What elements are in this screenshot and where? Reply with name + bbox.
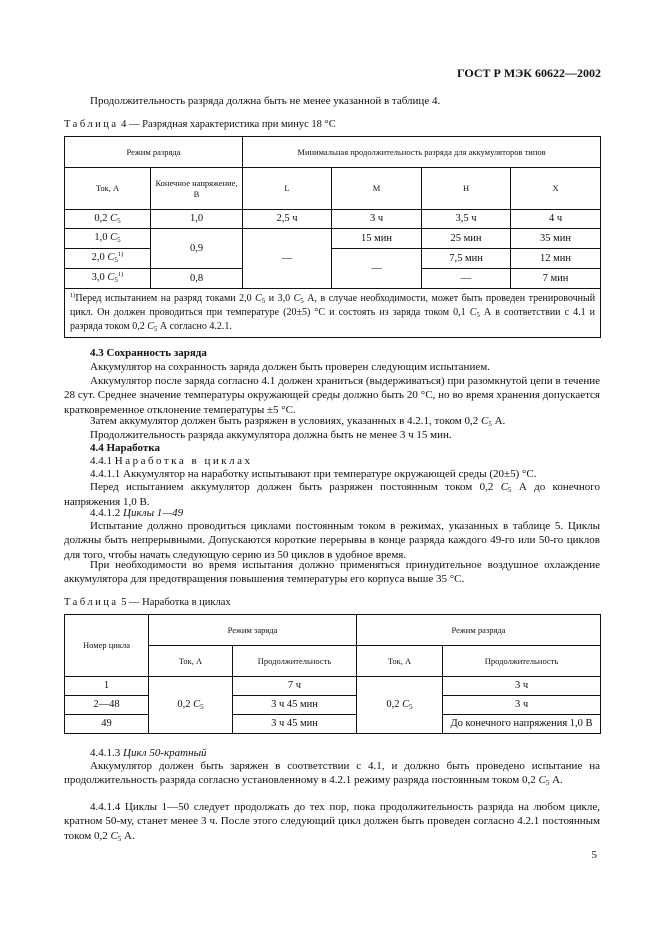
section-4-4-title: 4.4 Наработка — [90, 442, 160, 454]
t4-r1-l: 2,5 ч — [243, 210, 332, 229]
table5-caption — [64, 596, 231, 610]
t5-r3-charge-duration: 3 ч 45 мин — [233, 715, 357, 734]
section-4-3-p4: Продолжительность разряда аккумулятора должна быть не менее 3 ч 15 мин. — [90, 429, 452, 441]
section-4-4-1-1-pre: Перед испытанием аккумулятор должен быть разряжен постоянным током 0,2 $C_5$ А до конечного напряжения 1,0 В. — [64, 481, 600, 509]
t5-charge-current: 0,2 $C_5$ — [149, 677, 233, 734]
t5-header-charge-mode: Режим заряда — [149, 615, 357, 646]
t4-header-type-h: H — [422, 168, 511, 210]
t4-r1-x: 4 ч — [511, 210, 601, 229]
section-4-4-1-4-text: 4.4.1.4 Циклы 1—50 следует продолжать до тех пор, пока продолжительность разряда на любом цикле, кратном 50-му, станет менее 3 ч. После этого следующий цикл должен быть проведен согласно 4.2.1 постоянным током 0,2 $C_5$ А. — [64, 801, 600, 843]
t4-r4-x: 7 мин — [511, 269, 601, 289]
t5-r1-cycle: 1 — [65, 677, 149, 696]
t4-header-current: Ток, А — [65, 168, 151, 210]
t5-r1-charge-duration: 7 ч — [233, 677, 357, 696]
section-4-4-1-2-p1: Испытание должно проводиться циклами постоянным током в режимах, указанных в таблице 5. Циклы должны быть непрерывными. Допускаются короткие перерывы в конце разряда каждого 49-го или 50-го циклов для того, чтобы начать следующую серию из 50 циклов в удобное время. — [64, 520, 600, 561]
section-4-4-1-title: 4.4.1 Наработка в циклах — [90, 455, 253, 467]
table4-caption-text: 4 — Разрядная характеристика при минус 18 °С — [118, 119, 336, 130]
t4-l-dash: — — [243, 229, 332, 289]
section-4-4-1-2-p2: При необходимости во время испытания должно применяться принудительное воздушное охлаждение аккумулятора для предотвращения повышения температуры его корпуса выше 35 °С. — [64, 559, 600, 586]
table4-caption-label: Таблица — [64, 119, 119, 130]
t4-r4-current: 3,0 $C_5^{1)}$ — [65, 269, 151, 289]
t5-r1-discharge-duration: 3 ч — [443, 677, 601, 696]
t5-header-cycle-number: Номер цикла — [65, 615, 149, 677]
t4-footnote: $^{1)}$Перед испытанием на разряд токами 2,0 $C_5$ и 3,0 $C_5$ А, в случае необходимости, может быть проведен тренировочный цикл. Он должен проводиться при температуре (20±5) °С и состоять из заряда током 0,1 $C_5$ А в соответствии с 4.1 и разряда током 0,2 $C_5$ А согласно 4.2.1. — [65, 289, 601, 338]
t4-r2-h: 25 мин — [422, 229, 511, 249]
section-4-4-1-2-title: 4.4.1.2 Циклы 1—49 — [90, 507, 184, 519]
t4-r3-x: 12 мин — [511, 249, 601, 269]
t4-r3-current: 2,0 $C_5^{1)}$ — [65, 249, 151, 269]
table4-caption — [64, 118, 336, 132]
t5-header-charge-duration: Продолжительность — [233, 646, 357, 677]
t5-header-discharge-mode: Режим разряда — [357, 615, 601, 646]
section-4-3-p2: Аккумулятор после заряда согласно 4.1 должен храниться (выдерживаться) при разомкнутой цепи в течение 28 сут. Среднее значение температуры окружающей среды должно быть 20 °С, но во время хранения допускается кратковременное отклонение температуры ±5 °С. — [64, 375, 600, 416]
table5-caption-label: Таблица — [64, 597, 119, 608]
t4-r2-x: 35 мин — [511, 229, 601, 249]
document-header: ГОСТ Р МЭК 60622—2002 — [457, 66, 601, 80]
t5-header-charge-current: Ток, А — [149, 646, 233, 677]
t4-r4-h: — — [422, 269, 511, 289]
t4-r1-m: 3 ч — [332, 210, 422, 229]
section-4-4-1-3-title: 4.4.1.3 Цикл 50-кратный — [90, 747, 207, 759]
section-4-3-p3: Затем аккумулятор должен быть разряжен в условиях, указанных в 4.2.1, током 0,2 $C_5$ А. — [90, 415, 506, 428]
t5-r3-cycle: 49 — [65, 715, 149, 734]
t4-header-mode: Режим разряда — [65, 137, 243, 168]
t5-r2-discharge-duration: 3 ч — [443, 696, 601, 715]
t5-r2-charge-duration: 3 ч 45 мин — [233, 696, 357, 715]
t4-r1-voltage: 1,0 — [151, 210, 243, 229]
t4-header-voltage: Конечное напряжение, В — [151, 168, 243, 210]
t4-header-type-l: L — [243, 168, 332, 210]
t4-voltage-09: 0,9 — [151, 229, 243, 269]
t5-discharge-current: 0,2 $C_5$ — [357, 677, 443, 734]
t4-r1-current: 0,2 $C_5$ — [65, 210, 151, 229]
table5-caption-text: 5 — Наработка в циклах — [118, 597, 231, 608]
t5-r2-cycle: 2—48 — [65, 696, 149, 715]
t5-header-discharge-current: Ток, А — [357, 646, 443, 677]
section-4-4-1-3-text: Аккумулятор должен быть заряжен в соответствии с 4.1, и должно быть проведено испытание на продолжительность разряда согласно установленному в 4.2.1 режиму разряда постоянным током 0,2 $C_5$ А. — [64, 760, 600, 788]
t4-header-type-x: X — [511, 168, 601, 210]
section-4-3-p1: Аккумулятор на сохранность заряда должен быть проверен следующим испытанием. — [90, 361, 490, 373]
section-4-4-1-1: 4.4.1.1 Аккумулятор на наработку испытывают при температуре окружающей среды (20±5) °С. — [90, 468, 537, 480]
t4-header-type-m: M — [332, 168, 422, 210]
t5-r3-discharge-duration: До конечного напряжения 1,0 В — [443, 715, 601, 734]
t4-r3-h: 7,5 мин — [422, 249, 511, 269]
intro-paragraph: Продолжительность разряда должна быть не менее указанной в таблице 4. — [90, 95, 441, 107]
t4-r2-m: 15 мин — [332, 229, 422, 249]
section-4-3-title: 4.3 Сохранность заряда — [90, 347, 207, 359]
t4-voltage-08: 0,8 — [151, 269, 243, 289]
table-5 — [64, 614, 601, 734]
t4-header-min-duration: Минимальная продолжительность разряда для аккумуляторов типов — [243, 137, 601, 168]
t5-header-discharge-duration: Продолжительность — [443, 646, 601, 677]
t4-r2-current: 1,0 $C_5$ — [65, 229, 151, 249]
t4-m-dash: — — [332, 249, 422, 289]
table-4 — [64, 136, 601, 338]
page-number: 5 — [591, 849, 597, 861]
t4-r1-h: 3,5 ч — [422, 210, 511, 229]
